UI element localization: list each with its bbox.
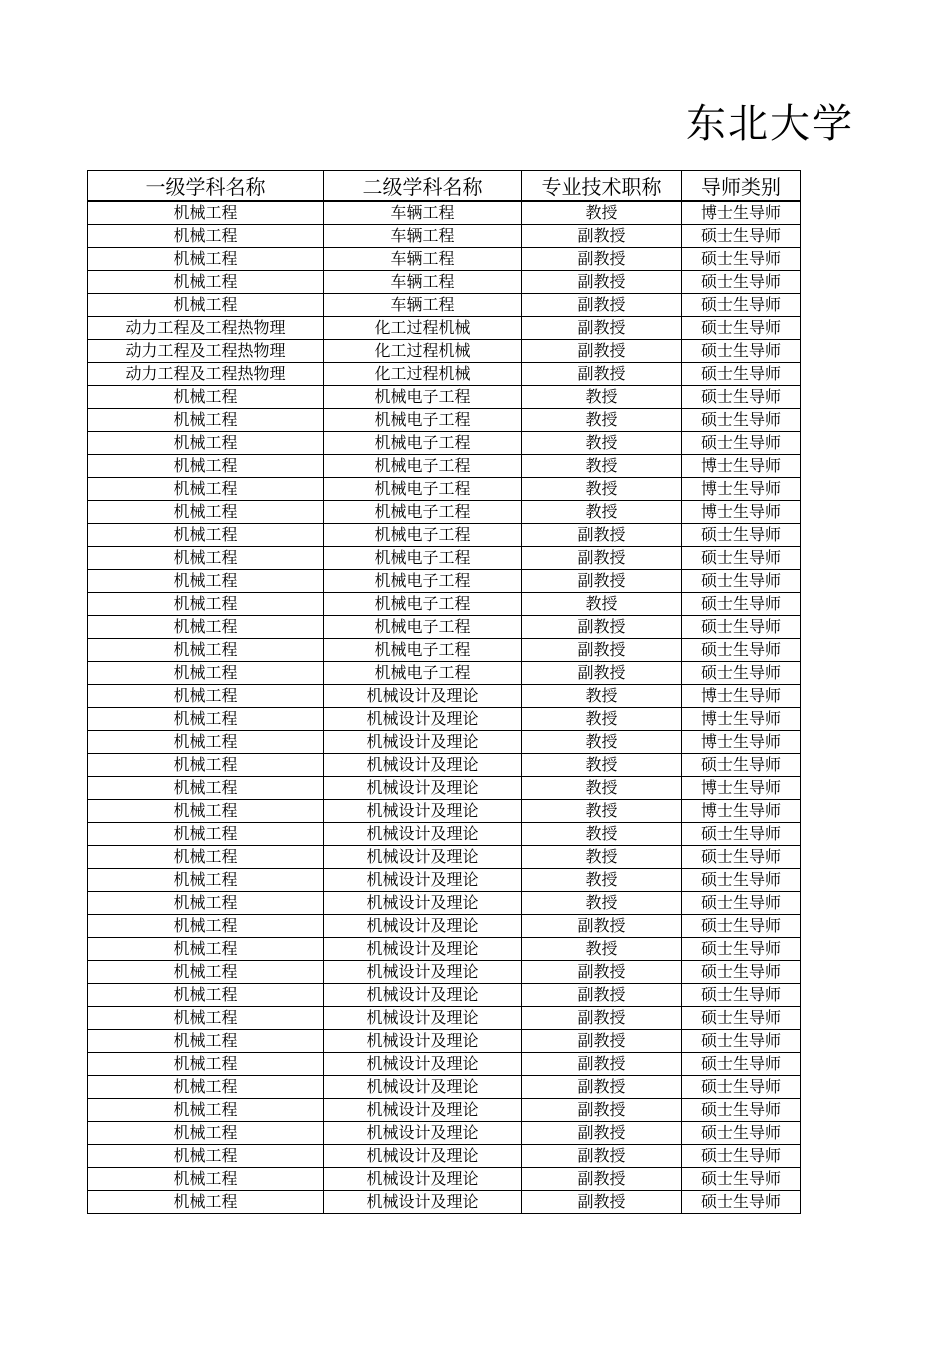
- cell-advisor-type: 硕士生导师: [682, 1145, 801, 1168]
- cell-second-level-discipline: 机械电子工程: [324, 547, 522, 570]
- cell-second-level-discipline: 车辆工程: [324, 294, 522, 317]
- cell-second-level-discipline: 机械设计及理论: [324, 892, 522, 915]
- cell-professional-title: 教授: [522, 754, 682, 777]
- cell-advisor-type: 硕士生导师: [682, 1076, 801, 1099]
- header-first-level-discipline: 一级学科名称: [88, 171, 324, 202]
- cell-first-level-discipline: 机械工程: [88, 570, 324, 593]
- cell-professional-title: 教授: [522, 593, 682, 616]
- table-row: [88, 547, 801, 570]
- cell-first-level-discipline: 机械工程: [88, 1122, 324, 1145]
- cell-professional-title: 副教授: [522, 340, 682, 363]
- cell-first-level-discipline: 机械工程: [88, 1007, 324, 1030]
- cell-professional-title: 副教授: [522, 225, 682, 248]
- cell-second-level-discipline: 机械设计及理论: [324, 708, 522, 731]
- cell-first-level-discipline: 机械工程: [88, 731, 324, 754]
- cell-second-level-discipline: 机械设计及理论: [324, 777, 522, 800]
- cell-advisor-type: 博士生导师: [682, 685, 801, 708]
- cell-professional-title: 副教授: [522, 1191, 682, 1214]
- cell-advisor-type: 博士生导师: [682, 800, 801, 823]
- cell-first-level-discipline: 机械工程: [88, 892, 324, 915]
- table-row: [88, 754, 801, 777]
- table-row: [88, 593, 801, 616]
- cell-second-level-discipline: 机械设计及理论: [324, 1030, 522, 1053]
- cell-advisor-type: 硕士生导师: [682, 547, 801, 570]
- cell-first-level-discipline: 机械工程: [88, 201, 324, 225]
- cell-advisor-type: 硕士生导师: [682, 984, 801, 1007]
- cell-first-level-discipline: 机械工程: [88, 1191, 324, 1214]
- cell-first-level-discipline: 机械工程: [88, 961, 324, 984]
- table-row: [88, 1191, 801, 1214]
- table-row: [88, 340, 801, 363]
- table-row: [88, 616, 801, 639]
- table-row: [88, 363, 801, 386]
- cell-professional-title: 副教授: [522, 662, 682, 685]
- cell-advisor-type: 硕士生导师: [682, 1099, 801, 1122]
- cell-first-level-discipline: 机械工程: [88, 271, 324, 294]
- cell-advisor-type: 硕士生导师: [682, 317, 801, 340]
- cell-first-level-discipline: 机械工程: [88, 869, 324, 892]
- cell-professional-title: 教授: [522, 869, 682, 892]
- cell-professional-title: 副教授: [522, 1030, 682, 1053]
- cell-professional-title: 教授: [522, 201, 682, 225]
- cell-professional-title: 教授: [522, 731, 682, 754]
- table-row: [88, 685, 801, 708]
- table-row: [88, 961, 801, 984]
- cell-second-level-discipline: 机械设计及理论: [324, 915, 522, 938]
- cell-professional-title: 副教授: [522, 1145, 682, 1168]
- table-row: [88, 1053, 801, 1076]
- cell-professional-title: 副教授: [522, 915, 682, 938]
- cell-second-level-discipline: 机械设计及理论: [324, 1099, 522, 1122]
- table-row: [88, 892, 801, 915]
- cell-second-level-discipline: 车辆工程: [324, 271, 522, 294]
- cell-advisor-type: 硕士生导师: [682, 754, 801, 777]
- cell-second-level-discipline: 机械电子工程: [324, 570, 522, 593]
- cell-advisor-type: 硕士生导师: [682, 363, 801, 386]
- cell-second-level-discipline: 机械电子工程: [324, 616, 522, 639]
- cell-advisor-type: 博士生导师: [682, 708, 801, 731]
- cell-advisor-type: 硕士生导师: [682, 386, 801, 409]
- cell-professional-title: 副教授: [522, 1076, 682, 1099]
- cell-first-level-discipline: 机械工程: [88, 616, 324, 639]
- cell-advisor-type: 硕士生导师: [682, 1168, 801, 1191]
- cell-second-level-discipline: 化工过程机械: [324, 340, 522, 363]
- cell-advisor-type: 硕士生导师: [682, 823, 801, 846]
- cell-professional-title: 教授: [522, 708, 682, 731]
- cell-advisor-type: 硕士生导师: [682, 938, 801, 961]
- cell-second-level-discipline: 机械设计及理论: [324, 961, 522, 984]
- table-row: [88, 915, 801, 938]
- cell-professional-title: 教授: [522, 501, 682, 524]
- cell-second-level-discipline: 机械电子工程: [324, 524, 522, 547]
- cell-second-level-discipline: 机械设计及理论: [324, 1168, 522, 1191]
- cell-advisor-type: 硕士生导师: [682, 248, 801, 271]
- table-row: [88, 869, 801, 892]
- table-row: [88, 201, 801, 225]
- cell-first-level-discipline: 机械工程: [88, 248, 324, 271]
- cell-second-level-discipline: 车辆工程: [324, 225, 522, 248]
- cell-advisor-type: 硕士生导师: [682, 616, 801, 639]
- table-header-row: [88, 171, 801, 202]
- cell-second-level-discipline: 机械电子工程: [324, 386, 522, 409]
- cell-advisor-type: 博士生导师: [682, 777, 801, 800]
- cell-second-level-discipline: 机械设计及理论: [324, 685, 522, 708]
- cell-first-level-discipline: 机械工程: [88, 639, 324, 662]
- cell-advisor-type: 博士生导师: [682, 201, 801, 225]
- cell-professional-title: 教授: [522, 777, 682, 800]
- cell-professional-title: 教授: [522, 892, 682, 915]
- cell-first-level-discipline: 机械工程: [88, 984, 324, 1007]
- cell-second-level-discipline: 机械电子工程: [324, 662, 522, 685]
- cell-advisor-type: 硕士生导师: [682, 409, 801, 432]
- cell-first-level-discipline: 机械工程: [88, 432, 324, 455]
- cell-first-level-discipline: 机械工程: [88, 915, 324, 938]
- cell-advisor-type: 博士生导师: [682, 478, 801, 501]
- cell-professional-title: 副教授: [522, 1168, 682, 1191]
- cell-advisor-type: 硕士生导师: [682, 662, 801, 685]
- cell-advisor-type: 硕士生导师: [682, 915, 801, 938]
- table-row: [88, 846, 801, 869]
- cell-professional-title: 教授: [522, 386, 682, 409]
- cell-first-level-discipline: 机械工程: [88, 386, 324, 409]
- table-row: [88, 478, 801, 501]
- cell-second-level-discipline: 机械设计及理论: [324, 1122, 522, 1145]
- cell-second-level-discipline: 机械电子工程: [324, 639, 522, 662]
- cell-second-level-discipline: 车辆工程: [324, 248, 522, 271]
- table-row: [88, 938, 801, 961]
- cell-professional-title: 副教授: [522, 616, 682, 639]
- cell-advisor-type: 博士生导师: [682, 501, 801, 524]
- cell-first-level-discipline: 机械工程: [88, 846, 324, 869]
- table-row: [88, 639, 801, 662]
- cell-first-level-discipline: 机械工程: [88, 708, 324, 731]
- cell-first-level-discipline: 机械工程: [88, 1168, 324, 1191]
- cell-first-level-discipline: 机械工程: [88, 1145, 324, 1168]
- cell-second-level-discipline: 机械设计及理论: [324, 1145, 522, 1168]
- cell-second-level-discipline: 机械设计及理论: [324, 938, 522, 961]
- cell-advisor-type: 硕士生导师: [682, 639, 801, 662]
- cell-professional-title: 教授: [522, 800, 682, 823]
- cell-first-level-discipline: 机械工程: [88, 1099, 324, 1122]
- cell-first-level-discipline: 机械工程: [88, 777, 324, 800]
- cell-first-level-discipline: 机械工程: [88, 685, 324, 708]
- cell-second-level-discipline: 机械电子工程: [324, 478, 522, 501]
- cell-advisor-type: 硕士生导师: [682, 294, 801, 317]
- cell-advisor-type: 硕士生导师: [682, 570, 801, 593]
- cell-first-level-discipline: 机械工程: [88, 547, 324, 570]
- cell-second-level-discipline: 机械设计及理论: [324, 1053, 522, 1076]
- cell-professional-title: 副教授: [522, 961, 682, 984]
- cell-advisor-type: 硕士生导师: [682, 593, 801, 616]
- cell-first-level-discipline: 机械工程: [88, 1076, 324, 1099]
- header-advisor-type: 导师类别: [682, 171, 801, 202]
- cell-advisor-type: 硕士生导师: [682, 846, 801, 869]
- cell-advisor-type: 硕士生导师: [682, 271, 801, 294]
- cell-second-level-discipline: 车辆工程: [324, 201, 522, 225]
- cell-professional-title: 教授: [522, 685, 682, 708]
- cell-advisor-type: 硕士生导师: [682, 524, 801, 547]
- cell-professional-title: 副教授: [522, 547, 682, 570]
- table-row: [88, 1145, 801, 1168]
- page-title: 东北大学: [686, 101, 854, 147]
- cell-advisor-type: 博士生导师: [682, 731, 801, 754]
- cell-first-level-discipline: 动力工程及工程热物理: [88, 317, 324, 340]
- cell-first-level-discipline: 机械工程: [88, 662, 324, 685]
- cell-professional-title: 教授: [522, 409, 682, 432]
- cell-professional-title: 教授: [522, 455, 682, 478]
- cell-advisor-type: 硕士生导师: [682, 1122, 801, 1145]
- table-row: [88, 524, 801, 547]
- cell-second-level-discipline: 机械设计及理论: [324, 846, 522, 869]
- table-row: [88, 662, 801, 685]
- cell-second-level-discipline: 化工过程机械: [324, 363, 522, 386]
- table-row: [88, 708, 801, 731]
- cell-first-level-discipline: 机械工程: [88, 938, 324, 961]
- cell-professional-title: 副教授: [522, 1007, 682, 1030]
- cell-first-level-discipline: 动力工程及工程热物理: [88, 340, 324, 363]
- cell-first-level-discipline: 机械工程: [88, 409, 324, 432]
- cell-second-level-discipline: 机械电子工程: [324, 501, 522, 524]
- cell-professional-title: 教授: [522, 478, 682, 501]
- cell-advisor-type: 硕士生导师: [682, 869, 801, 892]
- cell-professional-title: 副教授: [522, 363, 682, 386]
- cell-professional-title: 副教授: [522, 984, 682, 1007]
- cell-professional-title: 副教授: [522, 317, 682, 340]
- table-row: [88, 271, 801, 294]
- cell-advisor-type: 硕士生导师: [682, 1030, 801, 1053]
- table-row: [88, 386, 801, 409]
- cell-professional-title: 副教授: [522, 570, 682, 593]
- cell-second-level-discipline: 机械设计及理论: [324, 1191, 522, 1214]
- table-row: [88, 294, 801, 317]
- cell-advisor-type: 硕士生导师: [682, 225, 801, 248]
- cell-professional-title: 副教授: [522, 271, 682, 294]
- cell-first-level-discipline: 机械工程: [88, 1030, 324, 1053]
- table-body: [88, 201, 801, 1214]
- advisor-table: [87, 170, 801, 1214]
- cell-second-level-discipline: 机械设计及理论: [324, 754, 522, 777]
- table-row: [88, 1007, 801, 1030]
- table-row: [88, 984, 801, 1007]
- cell-professional-title: 副教授: [522, 1053, 682, 1076]
- cell-professional-title: 副教授: [522, 1099, 682, 1122]
- cell-second-level-discipline: 机械电子工程: [324, 593, 522, 616]
- cell-advisor-type: 硕士生导师: [682, 1053, 801, 1076]
- cell-second-level-discipline: 机械设计及理论: [324, 731, 522, 754]
- cell-second-level-discipline: 机械设计及理论: [324, 869, 522, 892]
- cell-professional-title: 副教授: [522, 294, 682, 317]
- cell-first-level-discipline: 机械工程: [88, 1053, 324, 1076]
- cell-advisor-type: 硕士生导师: [682, 340, 801, 363]
- cell-second-level-discipline: 机械电子工程: [324, 409, 522, 432]
- cell-first-level-discipline: 机械工程: [88, 593, 324, 616]
- table-row: [88, 1122, 801, 1145]
- cell-first-level-discipline: 机械工程: [88, 501, 324, 524]
- cell-professional-title: 副教授: [522, 1122, 682, 1145]
- cell-professional-title: 副教授: [522, 248, 682, 271]
- table-row: [88, 248, 801, 271]
- cell-second-level-discipline: 机械设计及理论: [324, 1007, 522, 1030]
- table-row: [88, 409, 801, 432]
- cell-first-level-discipline: 机械工程: [88, 524, 324, 547]
- cell-professional-title: 副教授: [522, 524, 682, 547]
- cell-second-level-discipline: 机械设计及理论: [324, 823, 522, 846]
- cell-second-level-discipline: 机械电子工程: [324, 455, 522, 478]
- cell-professional-title: 副教授: [522, 639, 682, 662]
- table-row: [88, 225, 801, 248]
- cell-advisor-type: 硕士生导师: [682, 1007, 801, 1030]
- cell-professional-title: 教授: [522, 938, 682, 961]
- table-row: [88, 455, 801, 478]
- table-row: [88, 1168, 801, 1191]
- table-row: [88, 800, 801, 823]
- table-row: [88, 1030, 801, 1053]
- cell-professional-title: 教授: [522, 846, 682, 869]
- cell-advisor-type: 硕士生导师: [682, 1191, 801, 1214]
- table-row: [88, 432, 801, 455]
- cell-first-level-discipline: 机械工程: [88, 478, 324, 501]
- cell-first-level-discipline: 机械工程: [88, 225, 324, 248]
- cell-second-level-discipline: 化工过程机械: [324, 317, 522, 340]
- cell-first-level-discipline: 动力工程及工程热物理: [88, 363, 324, 386]
- cell-advisor-type: 硕士生导师: [682, 892, 801, 915]
- table-row: [88, 1076, 801, 1099]
- cell-first-level-discipline: 机械工程: [88, 754, 324, 777]
- cell-second-level-discipline: 机械设计及理论: [324, 1076, 522, 1099]
- cell-advisor-type: 硕士生导师: [682, 961, 801, 984]
- cell-first-level-discipline: 机械工程: [88, 800, 324, 823]
- cell-first-level-discipline: 机械工程: [88, 455, 324, 478]
- cell-first-level-discipline: 机械工程: [88, 823, 324, 846]
- cell-advisor-type: 硕士生导师: [682, 432, 801, 455]
- cell-second-level-discipline: 机械设计及理论: [324, 800, 522, 823]
- table-row: [88, 823, 801, 846]
- table-row: [88, 570, 801, 593]
- header-second-level-discipline: 二级学科名称: [324, 171, 522, 202]
- table-row: [88, 317, 801, 340]
- cell-first-level-discipline: 机械工程: [88, 294, 324, 317]
- cell-professional-title: 教授: [522, 823, 682, 846]
- cell-second-level-discipline: 机械设计及理论: [324, 984, 522, 1007]
- cell-professional-title: 教授: [522, 432, 682, 455]
- cell-second-level-discipline: 机械电子工程: [324, 432, 522, 455]
- table-row: [88, 777, 801, 800]
- header-professional-title: 专业技术职称: [522, 171, 682, 202]
- table-row: [88, 731, 801, 754]
- cell-advisor-type: 博士生导师: [682, 455, 801, 478]
- table-row: [88, 501, 801, 524]
- table-row: [88, 1099, 801, 1122]
